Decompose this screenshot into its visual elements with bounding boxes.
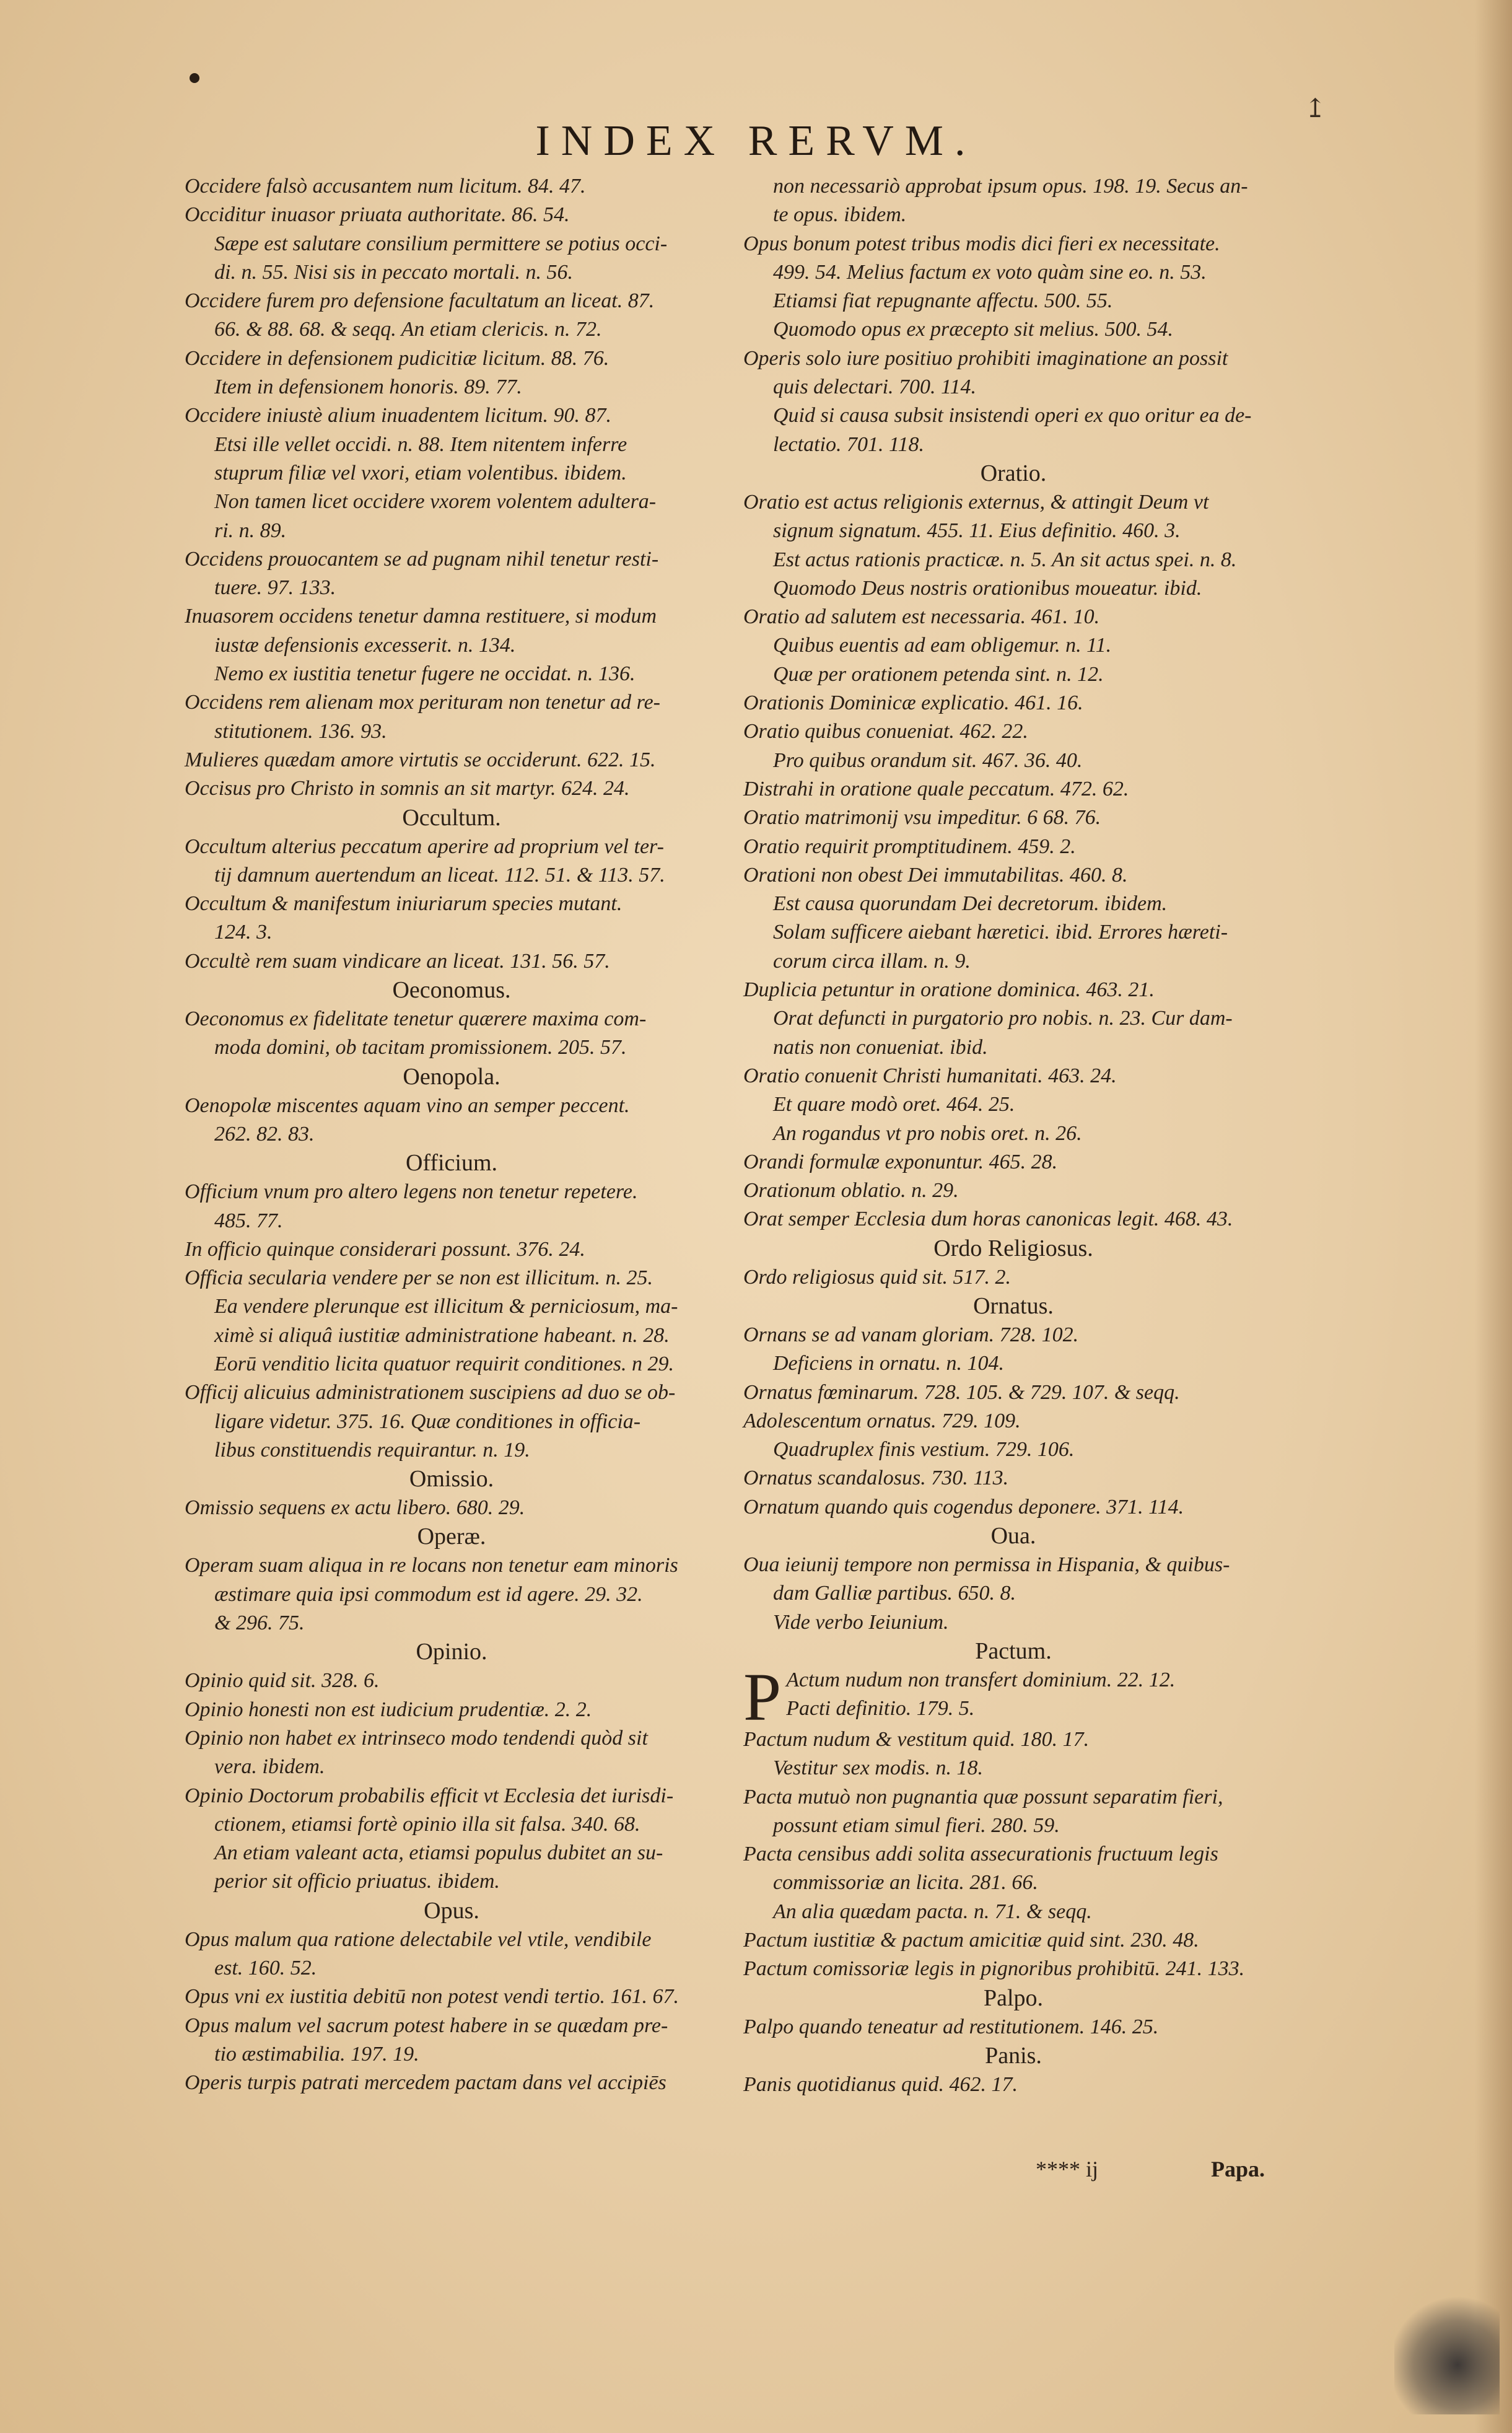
index-entry: Officia secularia vendere per se non est illicitum. n. 25.	[185, 1266, 653, 1290]
index-entry: Operis solo iure positiuo prohibiti imaginatione an possit	[743, 346, 1228, 370]
index-subentry: ctionem, etiamsi fortè opinio illa sit falsa. 340. 68.	[214, 1812, 640, 1836]
index-entry: Oratio matrimonij vsu impeditur. 6 68. 76.	[743, 806, 1101, 830]
index-entry: Oenopolæ miscentes aquam vino an semper peccent.	[185, 1094, 630, 1117]
index-entry: Occidere furem pro defensione facultatum an liceat. 87.	[185, 289, 655, 313]
index-entry: Pacta censibus addi solita assecurationis fructuum legis	[743, 1843, 1218, 1866]
index-subentry: moda domini, ob tacitam promissionem. 205. 57.	[214, 1036, 627, 1059]
index-subentry: Etsi ille vellet occidi. n. 88. Item nitentem inferre	[214, 432, 627, 456]
index-subentry: 499. 54. Melius factum ex voto quàm sine eo. n. 53.	[773, 260, 1207, 284]
index-entry: Orat semper Ecclesia dum horas canonicas legit. 468. 43.	[743, 1208, 1233, 1231]
index-entry: Occidens rem alienam mox perituram non tenetur ad re-	[185, 691, 660, 714]
index-subentry: Etiamsi fiat repugnante affectu. 500. 55.	[773, 289, 1113, 313]
left-column	[185, 172, 719, 2098]
index-entry: Occisus pro Christo in somnis an sit martyr. 624. 24.	[185, 777, 630, 800]
index-subentry: Ea vendere plerunque est illicitum & perniciosum, ma-	[214, 1295, 678, 1318]
index-subentry: Pro quibus orandum sit. 467. 36. 40.	[773, 748, 1083, 772]
index-subentry: corum circa illam. n. 9.	[773, 949, 971, 973]
index-subentry: iustæ defensionis excesserit. n. 134.	[214, 633, 516, 657]
index-entry: Orandi formulæ exponuntur. 465. 28.	[743, 1150, 1058, 1173]
index-subentry: dam Galliæ partibus. 650. 8.	[773, 1582, 1016, 1605]
index-subentry: ligare videtur. 375. 16. Quæ conditiones in officia-	[214, 1409, 641, 1433]
index-subentry: stuprum filiæ vel vxori, etiam volentibus. ibidem.	[214, 461, 627, 484]
index-subentry: Item in defensionem honoris. 89. 77.	[214, 375, 522, 399]
index-entry: Ornans se ad vanam gloriam. 728. 102.	[743, 1323, 1079, 1346]
index-entry: Ornatus fœminarum. 728. 105. & 729. 107. & seqq.	[743, 1380, 1180, 1404]
index-subentry: Deficiens in ornatu. n. 104.	[773, 1352, 1005, 1375]
index-entry: Pactum nudum & vestitum quid. 180. 17.	[743, 1727, 1090, 1751]
index-entry: Palpo quando teneatur ad restitutionem. 146. 25.	[743, 2015, 1159, 2038]
index-entry: Duplicia petuntur in oratione dominica. 463. 21.	[743, 978, 1155, 1002]
index-subentry: Orat defuncti in purgatorio pro nobis. n. 23. Cur dam-	[773, 1007, 1233, 1030]
index-entry: Occultum alterius peccatum aperire ad proprium vel ter-	[185, 835, 664, 858]
index-subentry: tuere. 97. 133.	[214, 576, 336, 600]
index-entry: Opinio Doctorum probabilis efficit vt Ecclesia det iurisdi-	[185, 1784, 674, 1807]
index-subentry: An etiam valeant acta, etiamsi populus dubitet an su-	[214, 1841, 663, 1865]
index-entry: Adolescentum ornatus. 729. 109.	[743, 1409, 1021, 1432]
index-entry: Occidens prouocantem se ad pugnam nihil tenetur resti-	[185, 547, 659, 571]
index-subentry: perior sit officio priuatus. ibidem.	[214, 1870, 500, 1893]
catchword: Papa.	[1211, 2157, 1265, 2181]
index-subentry: ximè si aliquâ iustitiæ administratione habeant. n. 28.	[214, 1323, 670, 1347]
flourish-mark: ↥	[1304, 93, 1326, 123]
index-subentry: Sæpe est salutare consilium permittere se potius occi-	[214, 232, 668, 255]
index-subentry: 262. 82. 83.	[214, 1122, 315, 1146]
index-subentry: Quadruplex finis vestium. 729. 106.	[773, 1438, 1075, 1462]
index-entry: Ordo religiosus quid sit. 517. 2.	[743, 1265, 1011, 1289]
index-entry: Omissio sequens ex actu libero. 680. 29.	[185, 1496, 525, 1520]
index-subentry: tio æstimabilia. 197. 19.	[214, 2042, 419, 2066]
section-heading: Ornatus.	[973, 1292, 1054, 1319]
index-subentry: commissoriæ an licita. 281. 66.	[773, 1871, 1038, 1895]
index-entry: Opus malum vel sacrum potest habere in se quædam pre-	[185, 2014, 668, 2037]
index-entry: Occultè rem suam vindicare an liceat. 131. 56. 57.	[185, 949, 610, 973]
index-entry: Orationi non obest Dei immutabilitas. 460. 8.	[743, 863, 1128, 887]
index-entry: Occultum & manifestum iniuriarum species mutant.	[185, 892, 623, 916]
index-entry: Opinio non habet ex intrinseco modo tendendi quòd sit	[185, 1726, 648, 1750]
index-entry: Occidere in defensionem pudicitiæ licitum. 88. 76.	[185, 346, 610, 370]
index-entry: Oeconomus ex fidelitate tenetur quærere maxima com-	[185, 1007, 647, 1031]
index-entry: Mulieres quædam amore virtutis se occiderunt. 622. 15.	[185, 748, 656, 771]
index-subentry: Quæ per orationem petenda sint. n. 12.	[773, 662, 1104, 686]
index-entry: Opinio honesti non est iudicium prudentiæ. 2. 2.	[185, 1698, 592, 1721]
index-subentry: stitutionem. 136. 93.	[214, 719, 387, 743]
section-heading: Pactum.	[975, 1637, 1052, 1664]
index-entry: Oratio quibus conueniat. 462. 22.	[743, 720, 1028, 743]
right-column	[743, 172, 1283, 2099]
index-subentry: di. n. 55. Nisi sis in peccato mortali. n. 56.	[214, 260, 573, 284]
index-subentry: Quomodo opus ex præcepto sit melius. 500. 54.	[773, 318, 1173, 341]
index-subentry: vera. ibidem.	[214, 1755, 325, 1779]
index-entry: Occidere iniustè alium inuadentem licitum. 90. 87.	[185, 404, 611, 427]
index-entry: Oratio est actus religionis externus, & attingit Deum vt	[743, 490, 1209, 514]
index-subentry: libus constituendis requirantur. n. 19.	[214, 1438, 530, 1462]
index-entry: Officij alicuius administrationem suscipiens ad duo se ob-	[185, 1381, 676, 1405]
index-subentry: Quid si causa subsit insistendi operi ex quo oritur ea de-	[773, 404, 1252, 427]
index-entry: Oratio conuenit Christi humanitati. 463. 24.	[743, 1064, 1117, 1087]
index-entry: In officio quinque considerari possunt. 376. 24.	[185, 1237, 585, 1261]
index-entry: Pactum iustitiæ & pactum amicitiæ quid sint. 230. 48.	[743, 1929, 1199, 1952]
index-entry: Opus vni ex iustitia debitū non potest vendi tertio. 161. 67.	[185, 1985, 679, 2009]
index-subentry: te opus. ibidem.	[773, 203, 907, 227]
index-subentry: Est actus rationis practicæ. n. 5. An sit actus spei. n. 8.	[773, 548, 1237, 571]
index-subentry: Pacti definitio. 179. 5.	[786, 1697, 975, 1721]
section-heading: Opinio.	[416, 1639, 487, 1665]
section-heading: Operæ.	[417, 1523, 486, 1550]
section-heading: Ordo Religiosus.	[933, 1235, 1093, 1261]
page-header: INDEX RERVM.	[535, 117, 977, 165]
index-subentry: æstimare quia ipsi commodum est id agere. 29. 32.	[214, 1582, 643, 1606]
page-edge-shadow	[1475, 0, 1512, 2433]
section-heading: Oratio.	[980, 460, 1047, 486]
index-entry: Opus malum qua ratione delectabile vel vtile, vendibile	[185, 1927, 652, 1951]
index-subentry: Vide verbo Ieiunium.	[773, 1610, 949, 1634]
section-heading: Omissio.	[409, 1466, 494, 1493]
section-heading: Oua.	[990, 1523, 1036, 1550]
index-subentry: Est causa quorundam Dei decretorum. ibidem.	[773, 892, 1168, 916]
index-subentry: natis non conueniat. ibid.	[773, 1035, 988, 1059]
drop-cap: P	[743, 1659, 782, 1735]
section-heading: Officium.	[405, 1150, 498, 1177]
index-entry: Pacta mutuò non pugnantia quæ possunt separatim fieri,	[743, 1785, 1223, 1808]
index-entry: Operis turpis patrati mercedem pactam dans vel accipiēs	[185, 2071, 666, 2095]
index-entry: Officium vnum pro altero legens non tenetur repetere.	[185, 1180, 638, 1204]
section-heading: Opus.	[424, 1897, 479, 1924]
index-subentry: Solam sufficere aiebant hæretici. ibid. Errores hæreti-	[773, 921, 1228, 944]
index-entry: Distrahi in oratione quale peccatum. 472. 62.	[743, 777, 1129, 800]
index-subentry: An alia quædam pacta. n. 71. & seqq.	[773, 1900, 1092, 1923]
index-subentry: signum signatum. 455. 11. Eius definitio. 460. 3.	[773, 519, 1181, 543]
index-subentry: An rogandus vt pro nobis oret. n. 26.	[773, 1121, 1082, 1145]
index-subentry: Quomodo Deus nostris orationibus moueatur. ibid.	[773, 576, 1202, 600]
index-entry: Inuasorem occidens tenetur damna restituere, si modum	[185, 605, 657, 628]
index-entry: Pactum comissoriæ legis in pignoribus prohibitū. 241. 133.	[743, 1957, 1245, 1981]
ink-dot	[190, 73, 199, 83]
index-entry: Oratio ad salutem est necessaria. 461. 10.	[743, 605, 1100, 629]
index-entry: Occiditur inuasor priuata authoritate. 86. 54.	[185, 203, 570, 227]
index-entry: Orationis Dominicæ explicatio. 461. 16.	[743, 691, 1083, 715]
index-subentry: tij damnum auertendum an liceat. 112. 51. & 113. 57.	[214, 863, 665, 887]
index-subentry: Eorū venditio licita quatuor requirit conditiones. n 29.	[214, 1352, 674, 1375]
section-heading: Panis.	[985, 2042, 1042, 2069]
index-entry: Opinio quid sit. 328. 6.	[185, 1669, 380, 1693]
index-subentry: Non tamen licet occidere vxorem volentem adultera-	[214, 490, 657, 514]
index-entry: Oratio requirit promptitudinem. 459. 2.	[743, 835, 1076, 858]
index-subentry: est. 160. 52.	[214, 1957, 317, 1980]
section-heading: Occultum.	[402, 804, 501, 831]
index-entry: Oua ieiunij tempore non permissa in Hispania, & quibus-	[743, 1553, 1230, 1577]
index-subentry: quis delectari. 700. 114.	[773, 375, 976, 399]
index-entry: Operam suam aliqua in re locans non tenetur eam minoris	[185, 1554, 678, 1577]
index-subentry: 66. & 88. 68. & seqq. An etiam clericis. n. 72.	[214, 318, 602, 341]
index-entry: Actum nudum non transfert dominium. 22. 12.	[786, 1668, 1176, 1691]
index-subentry: non necessariò approbat ipsum opus. 198. 19. Secus an-	[773, 175, 1248, 198]
index-entry: Opus bonum potest tribus modis dici fieri ex necessitate.	[743, 232, 1220, 255]
section-heading: Palpo.	[983, 1984, 1044, 2011]
index-subentry: Quibus euentis ad eam obligemur. n. 11.	[773, 634, 1112, 657]
index-entry: Occidere falsò accusantem num licitum. 84. 47.	[185, 175, 586, 198]
index-subentry: Et quare modò oret. 464. 25.	[773, 1093, 1015, 1116]
section-heading: Oenopola.	[403, 1063, 500, 1090]
index-entry: Orationum oblatio. n. 29.	[743, 1179, 959, 1203]
section-heading: Oeconomus.	[392, 977, 511, 1004]
index-entry: Ornatus scandalosus. 730. 113.	[743, 1466, 1009, 1490]
index-subentry: & 296. 75.	[214, 1611, 305, 1635]
index-subentry: possunt etiam simul fieri. 280. 59.	[773, 1813, 1060, 1837]
index-entry: Ornatum quando quis cogendus deponere. 371. 114.	[743, 1495, 1184, 1519]
index-subentry: lectatio. 701. 118.	[773, 432, 924, 456]
signature-mark: **** ij	[1036, 2157, 1099, 2181]
index-subentry: Vestitur sex modis. n. 18.	[773, 1756, 984, 1780]
index-subentry: 124. 3.	[214, 921, 273, 944]
index-subentry: 485. 77.	[214, 1209, 283, 1232]
index-entry: Panis quotidianus quid. 462. 17.	[743, 2072, 1018, 2096]
index-subentry: ri. n. 89.	[214, 519, 287, 542]
index-subentry: Nemo ex iustitia tenetur fugere ne occidat. n. 136.	[214, 662, 636, 686]
ink-stain	[1394, 2291, 1500, 2414]
